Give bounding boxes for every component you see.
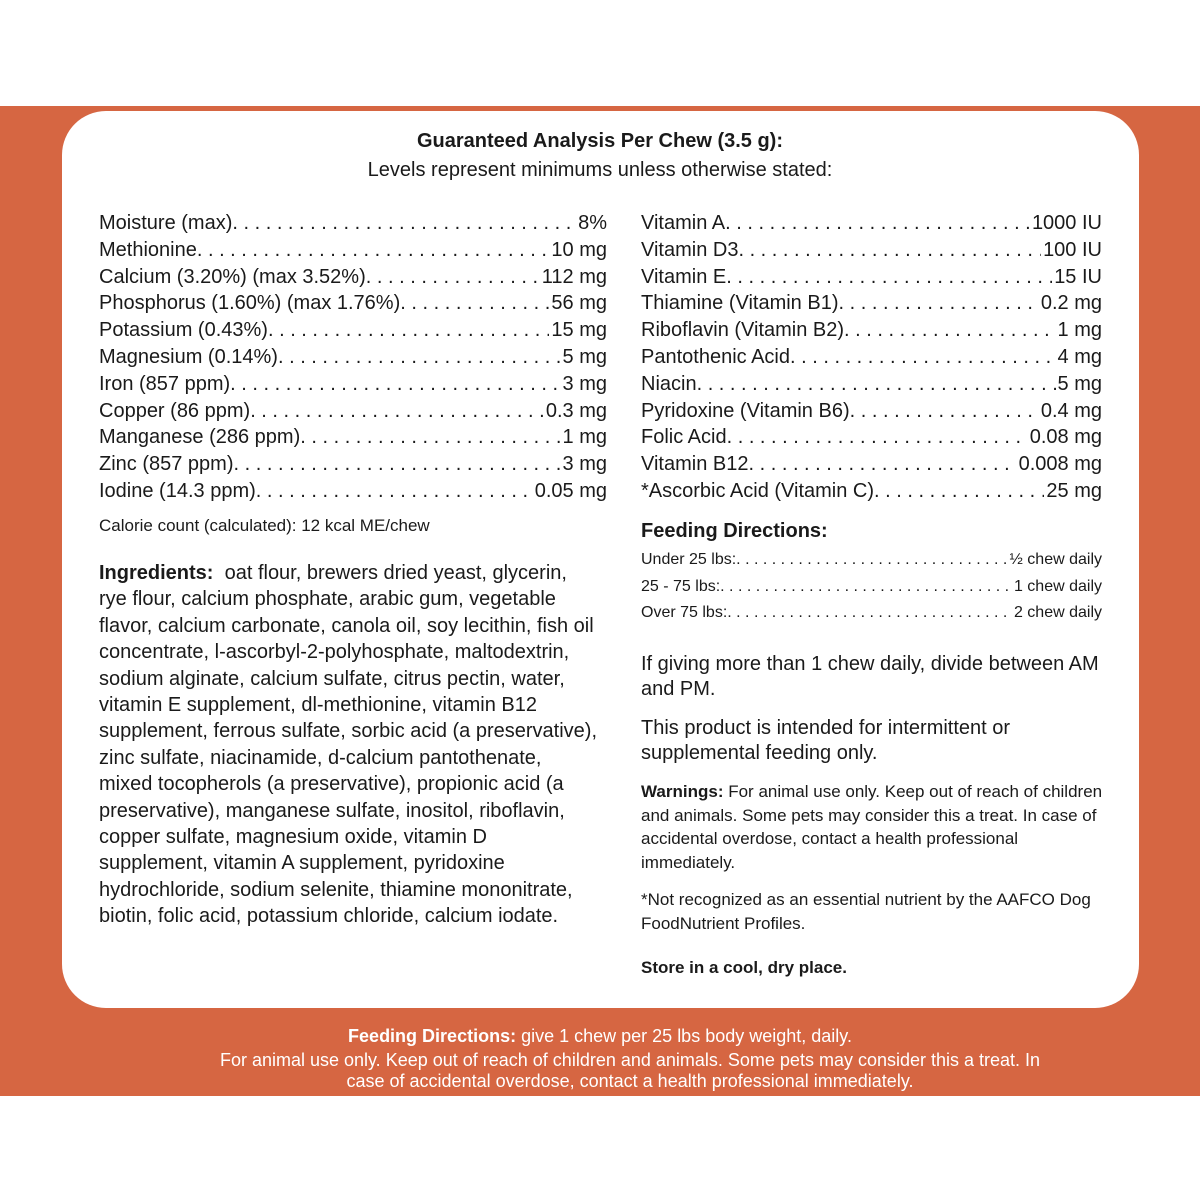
nutrient-name: Potassium (0.43%) — [99, 319, 268, 342]
vitamin-row — [641, 451, 1102, 478]
analysis-subtitle: Levels represent minimums unless otherwise stated: — [367, 159, 833, 181]
vitamin-name: Folic Acid — [641, 426, 727, 449]
vitamin-amount: 25 mg — [1046, 479, 1102, 502]
nutrient-amount: 10 mg — [551, 238, 607, 261]
nutrient-row — [99, 290, 607, 317]
nutrient-amount: 112 mg — [541, 265, 607, 288]
vitamin-amount: 15 IU — [1054, 265, 1102, 288]
vitamin-row — [641, 317, 1102, 344]
ingredients-block — [99, 560, 599, 930]
vitamin-amount: 4 mg — [1057, 345, 1102, 368]
nutrient-name: Iron (857 ppm) — [99, 372, 231, 395]
nutrient-name: Iodine (14.3 ppm) — [99, 479, 256, 502]
ingredients-text: oat flour, brewers dried yeast, glycerin, rye flour, calcium phosphate, arabic gum, vegetable flavor, calcium carbonate, canola oil, soy lecithin, fish oil concentrate, l-ascorbyl-2-polyhosphate, maltodextrin, sodium alginate, calcium sulfate, citrus pectin, water, vitamin E supplement, dl-methionine, vitamin B12 supplement, ferrous sulfate, sorbic acid (a preservative), zinc sulfate, niacinamide, d-calcium pantothenate, mixed tocopherols (a preservative), propionic acid (a preservative), manganese sulfate, inositol, riboflavin, copper sulfate, magnesium oxide, vitamin D supplement, vitamin A supplement, pyridoxine hydrochloride, sodium selenite, thiamine mononitrate, biotin, folic acid, potassium chloride, calcium iodate. — [99, 562, 597, 928]
vitamin-name: Vitamin A — [641, 212, 726, 234]
vitamin-row — [641, 398, 1102, 425]
nutrient-row — [99, 237, 607, 264]
feeding-weight: 25 - 75 lbs: — [641, 577, 721, 595]
feeding-heading: Feeding Directions: — [641, 520, 828, 542]
feeding-dose: ½ chew daily — [1009, 551, 1102, 568]
vitamin-row — [641, 478, 1102, 505]
vitamin-name: Thiamine (Vitamin B1) — [641, 292, 839, 315]
vitamin-name: Vitamin B12 — [641, 453, 749, 476]
nutrient-name: Calcium (3.20%) (max 3.52%) — [99, 265, 366, 288]
nutrient-name: Moisture (max) — [99, 212, 233, 234]
feeding-dose: 2 chew daily — [1013, 604, 1102, 621]
warnings-label: Warnings: — [641, 782, 724, 801]
feeding-list — [641, 547, 1102, 627]
nutrient-amount: 3 mg — [562, 453, 607, 476]
feeding-dose: 1 chew daily — [1013, 577, 1102, 595]
nutrient-name: Copper (86 ppm) — [99, 399, 251, 422]
vitamin-row — [641, 424, 1102, 451]
intermittent-note: This product is intended for intermittent or supplemental feeding only. — [641, 717, 1011, 764]
warnings-block — [641, 780, 1111, 874]
bottom-caution: For animal use only. Keep out of reach of children and animals. Some pets may consider this a treat. In case of accidental overdose, contact a health professional immediately. — [219, 1050, 1041, 1091]
nutrient-name: Methionine — [99, 238, 197, 261]
vitamin-row — [641, 210, 1102, 237]
nutrient-amount: 8% — [578, 212, 607, 234]
vitamin-amount: 0.08 mg — [1029, 426, 1102, 449]
nutrient-name: Magnesium (0.14%) — [99, 345, 278, 368]
vitamin-row — [641, 237, 1102, 264]
bottom-feeding-directions — [0, 1026, 1200, 1047]
analysis-list-left — [99, 210, 607, 505]
nutrient-name: Manganese (286 ppm) — [99, 426, 301, 449]
vitamin-amount: 0.2 mg — [1040, 292, 1102, 315]
nutrient-row — [99, 317, 607, 344]
feeding-weight: Under 25 lbs: — [641, 551, 737, 568]
vitamin-row — [641, 264, 1102, 291]
nutrient-row — [99, 424, 607, 451]
calorie-count: Calorie count (calculated): 12 kcal ME/chew — [99, 516, 430, 535]
nutrient-row — [99, 478, 607, 505]
feeding-row — [641, 547, 1102, 574]
vitamin-name: Vitamin D3 — [641, 238, 739, 261]
nutrient-amount: 5 mg — [562, 345, 607, 368]
vitamin-name: Vitamin E — [641, 265, 727, 288]
vitamin-row — [641, 344, 1102, 371]
vitamin-amount: 0.008 mg — [1018, 453, 1102, 476]
vitamin-name: *Ascorbic Acid (Vitamin C) — [641, 479, 875, 502]
nutrient-row — [99, 344, 607, 371]
nutrient-name: Zinc (857 ppm) — [99, 453, 234, 476]
vitamin-amount: 100 IU — [1043, 238, 1102, 261]
nutrient-amount: 1 mg — [562, 426, 607, 449]
nutrient-amount: 0.05 mg — [534, 479, 607, 502]
vitamin-amount: 1000 IU — [1031, 212, 1102, 234]
nutrient-amount: 0.3 mg — [545, 399, 607, 422]
nutrient-row — [99, 398, 607, 425]
bottom-feeding-text: give 1 chew per 25 lbs body weight, daily. — [521, 1026, 852, 1046]
warnings-text: For animal use only. Keep out of reach of children and animals. Some pets may consider this a treat. In case of accidental overdose, contact a health professional immediately. — [641, 782, 1103, 872]
vitamin-row — [641, 290, 1102, 317]
storage-note: Store in a cool, dry place. — [641, 958, 847, 977]
vitamin-name: Pyridoxine (Vitamin B6) — [641, 399, 850, 422]
nutrient-row — [99, 264, 607, 291]
feeding-row — [641, 600, 1102, 627]
vitamin-amount: 0.4 mg — [1040, 399, 1102, 422]
ingredients-label: Ingredients: — [99, 562, 214, 584]
nutrient-amount: 56 mg — [551, 292, 607, 315]
nutrient-amount: 15 mg — [551, 319, 607, 342]
analysis-title: Guaranteed Analysis Per Chew (3.5 g): — [416, 130, 784, 152]
vitamin-row — [641, 371, 1102, 398]
feeding-row — [641, 574, 1102, 601]
vitamin-name: Niacin — [641, 372, 697, 395]
divide-note: If giving more than 1 chew daily, divide between AM and PM. — [641, 653, 1099, 700]
bottom-feeding-label: Feeding Directions: — [348, 1026, 517, 1046]
vitamin-amount: 5 mg — [1057, 372, 1102, 395]
aafco-footnote: *Not recognized as an essential nutrient by the AAFCO Dog FoodNutrient Profiles. — [641, 890, 1091, 933]
feeding-weight: Over 75 lbs: — [641, 604, 728, 621]
nutrient-row — [99, 451, 607, 478]
nutrient-amount: 3 mg — [562, 372, 607, 395]
nutrient-row — [99, 371, 607, 398]
nutrient-row — [99, 210, 607, 237]
vitamin-name: Pantothenic Acid — [641, 345, 790, 368]
vitamin-amount: 1 mg — [1057, 319, 1102, 342]
analysis-list-right — [641, 210, 1102, 505]
vitamin-name: Riboflavin (Vitamin B2) — [641, 319, 845, 342]
nutrient-name: Phosphorus (1.60%) (max 1.76%) — [99, 292, 401, 315]
